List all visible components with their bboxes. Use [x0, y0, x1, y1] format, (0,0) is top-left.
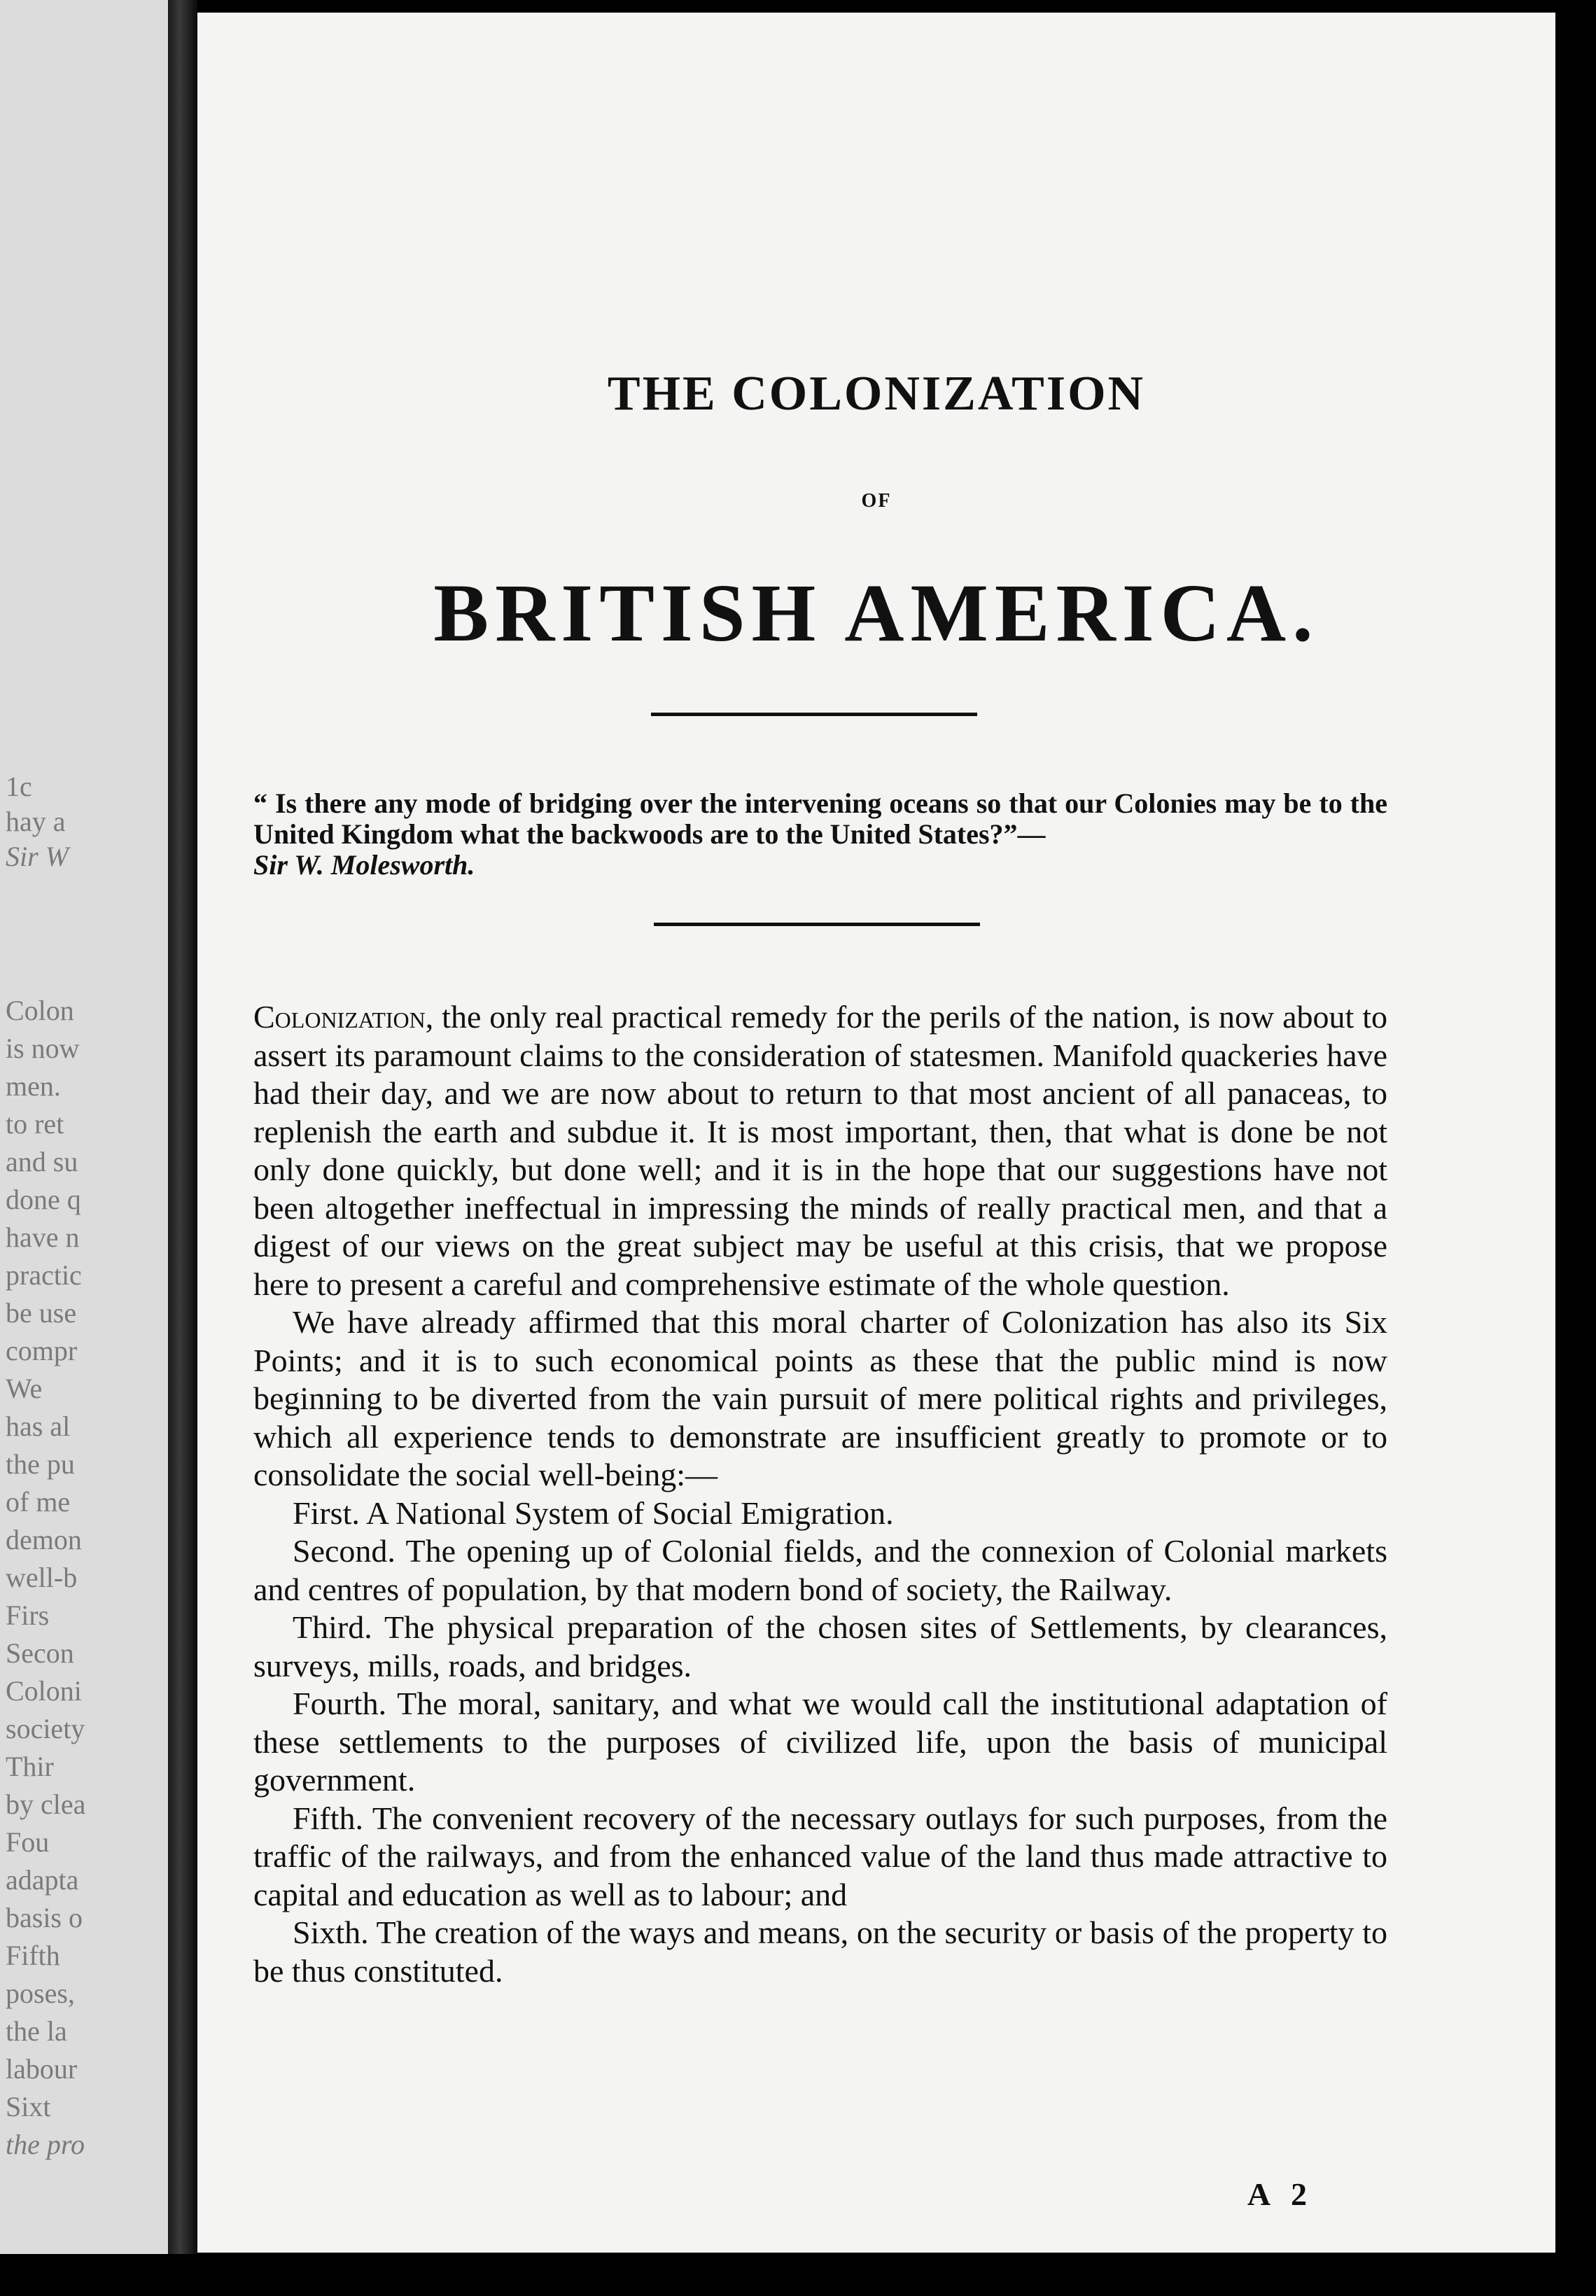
epigraph-author: Sir W. Molesworth. [253, 849, 475, 881]
prev-page-fragment: Fifth [6, 1940, 60, 1971]
prev-page-fragment: hay a [6, 806, 66, 837]
prev-page-fragment: the pu [6, 1448, 75, 1480]
prev-page-fragment: adapta [6, 1864, 79, 1896]
divider-rule-top [651, 713, 977, 716]
point-2: Second. The opening up of Colonial fields, and the connexion of Colonial markets and centres of population, by that modern bond of society, the Railway. [253, 1533, 1387, 1607]
prev-page-fragment: done q [6, 1184, 81, 1215]
prev-page-fragment: has al [6, 1410, 71, 1442]
prev-page-fragment: well-b [6, 1562, 78, 1593]
paragraph-2: We have already affirmed that this moral charter of Colonization has also its Six Points; and it is to such economical points as these that the public mind is now beginning to be diverted from the vain pursuit of mere political rights and privileges, which all experience tends to demonstrate are insufficient greatly to promote or to consolidate the social well-being:— [253, 1304, 1387, 1492]
point-3: Third. The physical preparation of the chosen sites of Settlements, by clearances, surveys, mills, roads, and bridges. [253, 1609, 1387, 1684]
body-text [253, 998, 1387, 1990]
prev-page-fragment: have n [6, 1222, 80, 1253]
title-line-1: THE COLONIZATION [607, 367, 1146, 421]
point-5: Fifth. The convenient recovery of the necessary outlays for such purposes, from the traffic of the railways, and from the enhanced value of the land thus made attractive to capital and education as well as to labour; and [253, 1800, 1387, 1912]
title-line-2: OF [861, 490, 892, 512]
prev-page-fragment: the pro [6, 2129, 85, 2160]
prev-page-fragment: demon [6, 1524, 82, 1555]
prev-page-fragment: to ret [6, 1108, 64, 1140]
epigraph [253, 788, 1387, 881]
prev-page-fragment: Colon [6, 995, 74, 1026]
prev-page-fragment: society [6, 1713, 85, 1744]
prev-page-fragment: of me [6, 1486, 71, 1518]
previous-page-edge [0, 0, 175, 2254]
prev-page-fragment: be use [6, 1297, 77, 1329]
prev-page-fragment: Secon [6, 1637, 74, 1669]
prev-page-fragment: Sixt [6, 2091, 51, 2122]
signature-mark: A 2 [1247, 2176, 1314, 2212]
paragraph-1-text: the only real practical remedy for the perils of the nation, is now about to assert its paramount claims to the consideration of statesmen. Manifold quackeries have had their day, and we are now about to return to that most ancient of all panaceas, to replenish the earth and subdue it. It is most important, then, that what is done be not only done quickly, but done well; and it is in the hope that our suggestions have not been altogether ineffectual in impressing the minds of really practical men, and that a digest of our views on the great subject may be useful at this crisis, that we propose here to present a careful and comprehensive estimate of the whole question. [253, 999, 1387, 1302]
point-4: Fourth. The moral, sanitary, and what we would call the institutional adaptation of these settlements to the purposes of civilized life, upon the basis of municipal government. [253, 1686, 1387, 1798]
prev-page-fragment: basis o [6, 1902, 83, 1933]
paragraph-1 [253, 998, 1387, 1303]
prev-page-fragment: by clea [6, 1788, 86, 1820]
book-binding-gutter [168, 0, 197, 2254]
epigraph-quote: “ Is there any mode of bridging over the intervening oceans so that our Colonies may be to the United Kingdom what the backwoods are to the United States?”— [253, 788, 1387, 850]
prev-page-fragment: Coloni [6, 1675, 82, 1707]
paragraph-lead-word: Colonization, [253, 999, 434, 1035]
prev-page-fragment: Firs [6, 1600, 50, 1631]
prev-page-fragment: practic [6, 1259, 82, 1291]
prev-page-fragment: Sir W [6, 841, 69, 872]
point-6: Sixth. The creation of the ways and means, on the security or basis of the property to be thus constituted. [253, 1914, 1387, 1989]
prev-page-fragment: men. [6, 1070, 61, 1102]
prev-page-fragment: and su [6, 1146, 78, 1177]
title-line-3: BRITISH AMERICA. [433, 567, 1320, 659]
prev-page-fragment: Fou [6, 1826, 50, 1858]
prev-page-fragment: 1c [6, 771, 32, 802]
prev-page-fragment: labour [6, 2053, 78, 2085]
prev-page-fragment: We [6, 1373, 43, 1404]
prev-page-fragment: poses, [6, 1977, 75, 2009]
prev-page-fragment: compr [6, 1335, 78, 1366]
divider-rule-bottom [654, 923, 980, 926]
prev-page-fragment: is now [6, 1032, 80, 1064]
prev-page-fragment: Thir [6, 1751, 54, 1782]
prev-page-fragment: the la [6, 2015, 67, 2047]
point-1: First. A National System of Social Emigration. [293, 1494, 894, 1531]
document-page [197, 13, 1555, 2253]
